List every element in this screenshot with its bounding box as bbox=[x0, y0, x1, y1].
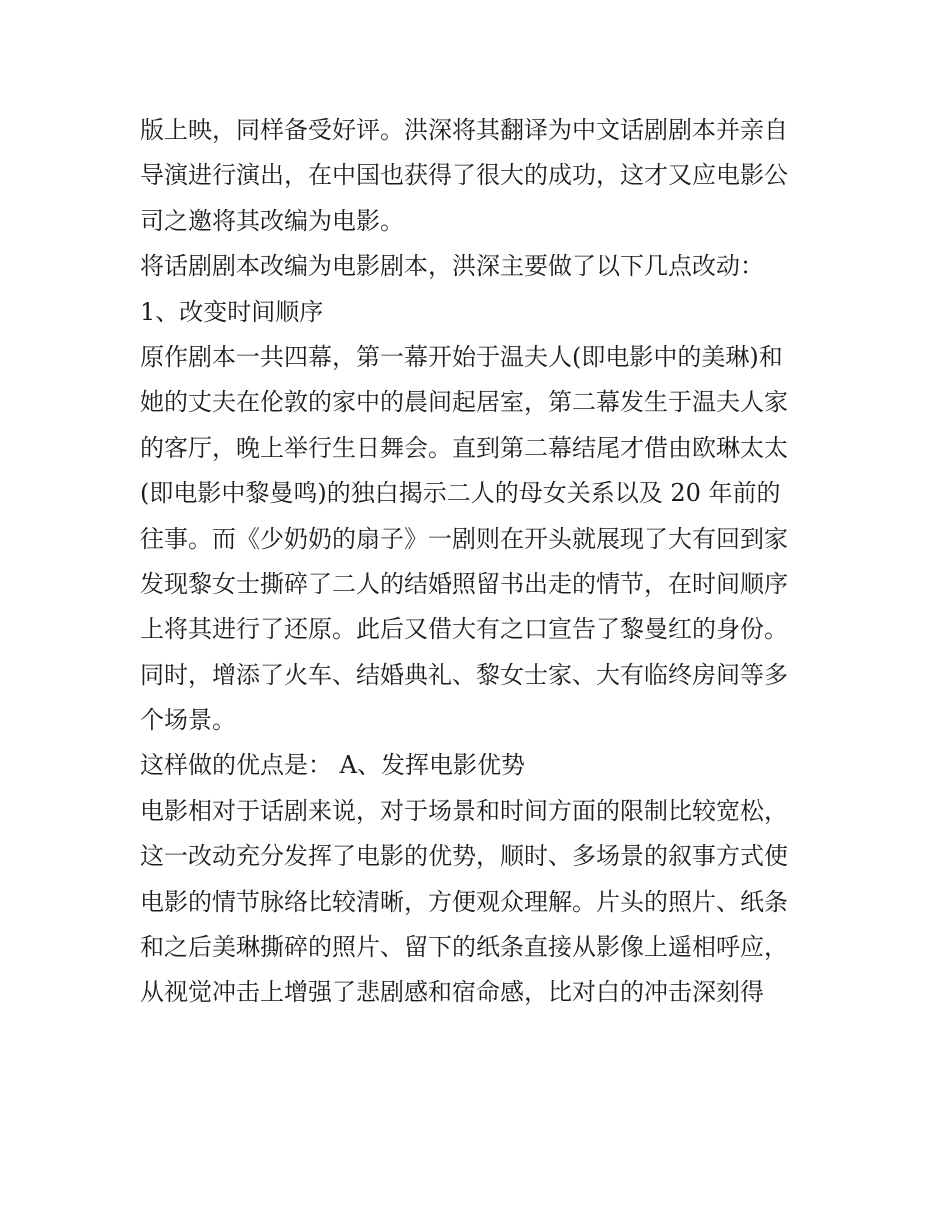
text-line: 同时，增添了火车、结婚典礼、黎女士家、大有临终房间等多 bbox=[140, 660, 788, 689]
text-line: 她的丈夫在伦敦的家中的晨间起居室，第二幕发生于温夫人家 bbox=[140, 388, 788, 417]
document-body bbox=[140, 108, 820, 1016]
subsection-heading: 这样做的优点是： A、发挥电影优势 bbox=[140, 751, 525, 780]
text-line: 这一改动充分发挥了电影的优势，顺时、多场景的叙事方式使 bbox=[140, 842, 788, 871]
text-line: 发现黎女士撕碎了二人的结婚照留书出走的情节，在时间顺序 bbox=[140, 569, 788, 598]
text-line: 个场景。 bbox=[140, 706, 236, 735]
text-line: 版上映，同样备受好评。洪深将其翻译为中文话剧剧本并亲自 bbox=[140, 116, 788, 144]
text-line: 和之后美琳撕碎的照片、留下的纸条直接从影像上遥相呼应， bbox=[140, 933, 788, 962]
section-heading: 1、改变时间顺序 bbox=[140, 297, 324, 326]
text-line: 上将其进行了还原。此后又借大有之口宣告了黎曼红的身份。 bbox=[140, 615, 788, 644]
text-line: 电影的情节脉络比较清晰，方便观众理解。片头的照片、纸条 bbox=[140, 887, 788, 916]
text-line: 司之邀将其改编为电影。 bbox=[140, 206, 404, 235]
text-line: 电影相对于话剧来说，对于场景和时间方面的限制比较宽松， bbox=[140, 796, 788, 825]
text-line: 将话剧剧本改编为电影剧本，洪深主要做了以下几点改动： bbox=[140, 252, 764, 281]
text-line: 的客厅，晚上举行生日舞会。直到第二幕结尾才借由欧琳太太 bbox=[140, 433, 788, 462]
text-line: 从视觉冲击上增强了悲剧感和宿命感，比对白的冲击深刻得 bbox=[140, 978, 764, 1007]
text-line: 原作剧本一共四幕，第一幕开始于温夫人(即电影中的美琳)和 bbox=[140, 342, 783, 371]
text-line: (即电影中黎曼鸣)的独白揭示二人的母女关系以及 20 年前的 bbox=[140, 479, 781, 508]
text-line: 往事。而《少奶奶的扇子》一剧则在开头就展现了大有回到家 bbox=[140, 524, 788, 553]
text-line: 导演进行演出，在中国也获得了很大的成功，这才又应电影公 bbox=[140, 161, 788, 190]
